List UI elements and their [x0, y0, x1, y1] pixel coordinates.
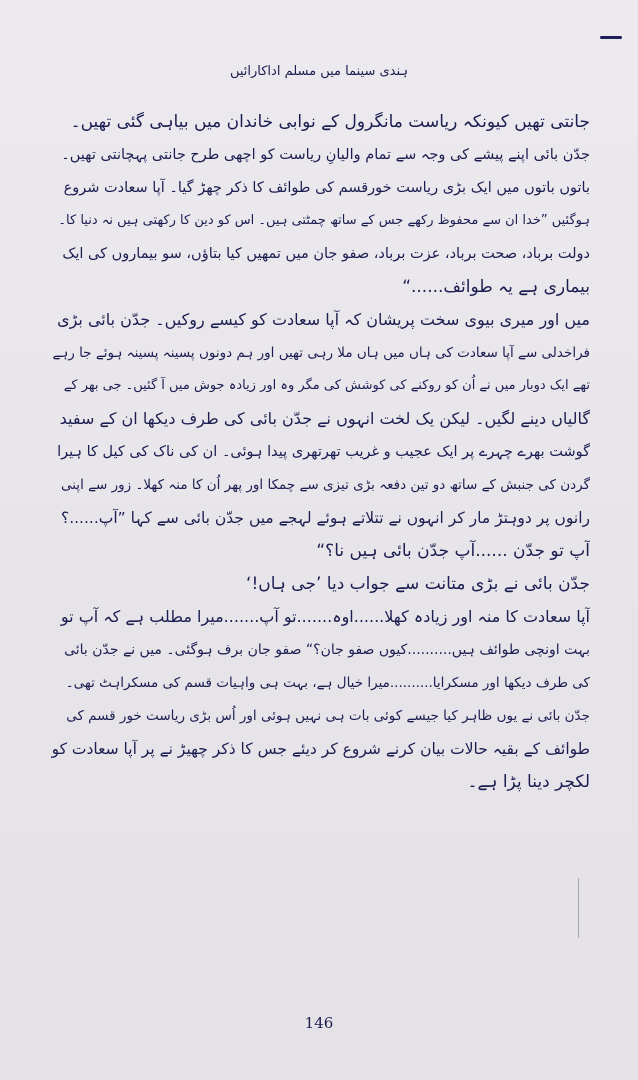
- text-line: باتوں باتوں میں ایک بڑی ریاست خورقسم کی طوائف کا ذکر چھڑ گیا۔ آپا سعادت شروع: [63, 180, 590, 196]
- text-line: جدّن بائی اپنے پیشے کی وجہ سے تمام والیانِ ریاست کو اچھی طرح جانتی پہچانتی تھیں۔: [61, 147, 590, 163]
- text-line: تھے ایک دوبار میں نے اُن کو روکنے کی کوشش کی مگر وہ اور زیادہ جوش میں آ گئیں۔ جی بھر کے: [63, 378, 590, 393]
- text-line: جانتی تھیں کیونکہ ریاست مانگرول کے نوابی خاندان میں بیاہی گئی تھیں۔: [70, 112, 590, 132]
- page-number: 146: [304, 1014, 334, 1032]
- text-line: جدّن بائی نے یوں ظاہر کیا جیسے کوئی بات ہی نہیں ہوئی اور اُس بڑی ریاست خور قسم کی: [66, 708, 590, 724]
- text-line: آپ تو جدّن ......آپ جدّن بائی ہیں نا؟“: [316, 541, 590, 561]
- text-line: میں اور میری بیوی سخت پریشان کہ آپا سعادت کو کیسے روکیں۔ جدّن بائی بڑی: [57, 310, 590, 329]
- text-line: کی طرف دیکھا اور مسکرایا..........میرا خیال ہے، بہت ہی واہیات قسم کی مسکراہٹ تھی۔: [65, 675, 590, 691]
- text-line: گالیاں دینے لگیں۔ لیکن یک لخت انہوں نے جدّن بائی کی طرف دیکھا ان کے سفید: [59, 409, 590, 428]
- body-text: [50, 110, 590, 803]
- text-line: فراخدلی سے آپا سعادت کی ہاں میں ہاں ملا رہی تھیں اور ہم دونوں پسینہ پسینہ ہوئے جا رہے: [52, 345, 590, 361]
- text-line: بیماری ہے یہ طوائف......“: [402, 277, 590, 297]
- text-line: گردن کی جنبش کے ساتھ دو تین دفعہ بڑی تیزی سے چمکا اور پھر اُن کا منہ کھلا۔ زور سے اپنی: [60, 477, 590, 493]
- corner-mark: [600, 36, 622, 39]
- text-line: گوشت بھرے چہرے پر ایک عجیب و غریب تھرتھری پیدا ہوئی۔ ان کی ناک کی کیل کا ہیرا: [57, 444, 590, 460]
- text-line: طوائف کے بقیہ حالات بیان کرنے شروع کر دیئے جس کا ذکر چھیڑ نے پر آپا سعادت کو: [51, 740, 590, 758]
- running-head: ہندی سینما میں مسلم اداکارائیں: [229, 64, 409, 79]
- text-line: بہت اونچی طوائف ہیں..........کیوں صفو جان؟“ صفو جان برف ہوگئی۔ میں نے جدّن بائی: [64, 642, 590, 658]
- text-line: آپا سعادت کا منہ اور زیادہ کھلا......اوہ.......تو آپ.......میرا مطلب ہے کہ آپ تو: [60, 607, 590, 626]
- text-line: ہوگئیں ”خدا ان سے محفوظ رکھے جس کے ساتھ چمٹتی ہیں۔ اس کو دین کا رکھتی ہیں نہ دنیا کا۔: [58, 213, 590, 228]
- margin-rule: [578, 878, 579, 938]
- text-line: لکچر دینا پڑا ہے۔: [467, 772, 590, 792]
- text-line: جدّن بائی نے بڑی متانت سے جواب دیا ’جی ہاں!‘: [246, 574, 590, 594]
- text-line: دولت برباد، صحت برباد، عزت برباد، صفو جان میں تمھیں کیا بتاؤں، سو بیماروں کی ایک: [62, 246, 590, 262]
- text-line: رانوں پر دوہتڑ مار کر انہوں نے تتلاتے ہوئے لہجے میں جدّن بائی سے کہا ”آپ......؟: [60, 509, 590, 527]
